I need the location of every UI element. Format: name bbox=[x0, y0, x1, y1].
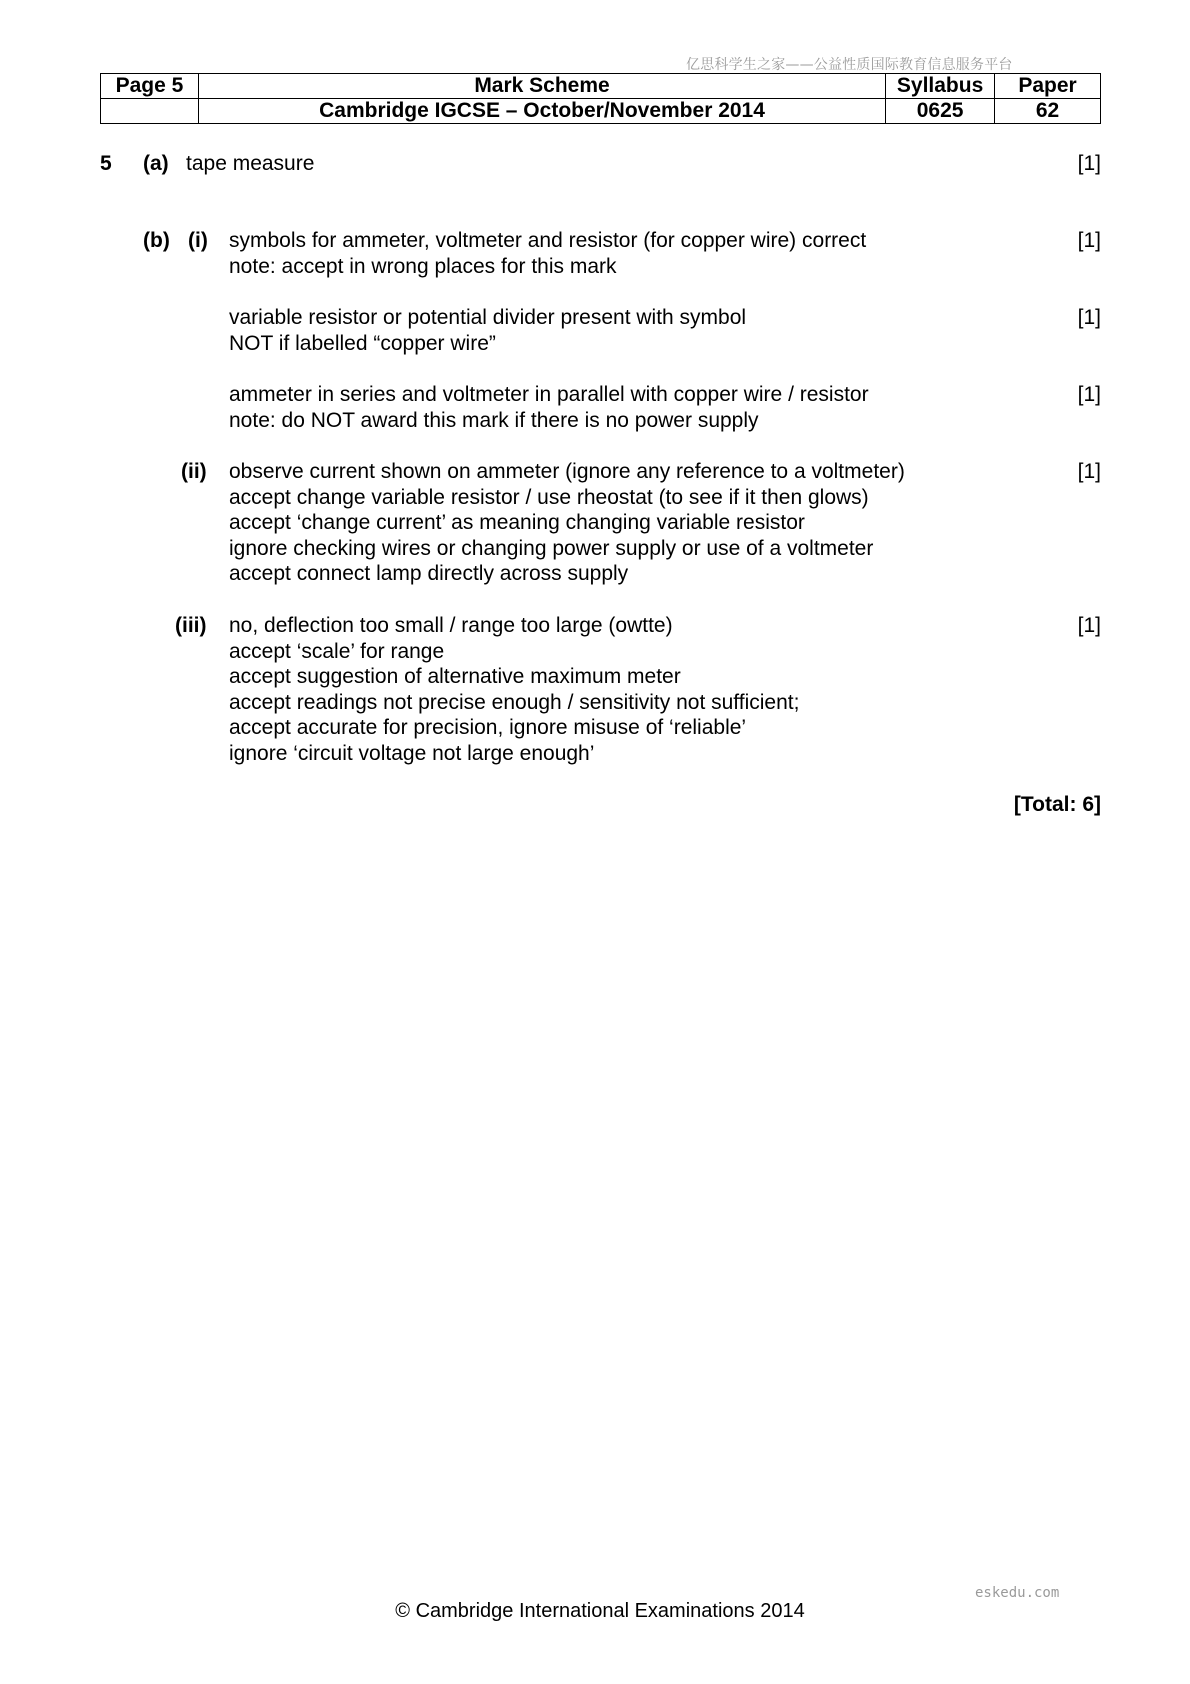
part-b-i-block-1: symbols for ammeter, voltmeter and resistor (for copper wire) correct note: accept in wrong places for this mark bbox=[229, 229, 867, 278]
part-b-label: (b) bbox=[143, 229, 170, 252]
part-b-i-block-3: ammeter in series and voltmeter in parallel with copper wire / resistor note: do NOT award this mark if there is no power supply bbox=[229, 383, 869, 432]
part-a-label: (a) bbox=[143, 152, 169, 175]
header-empty-cell bbox=[101, 99, 199, 124]
part-b-iii-answer: no, deflection too small / range too large (owtte) accept ‘scale’ for range accept suggestion of alternative maximum meter accept readings not precise enough / sensitivity not sufficient; accept accurate for precision, ignore misuse of ‘reliable’ ignore ‘circuit voltage not large enough’ bbox=[229, 614, 800, 765]
part-b-iii-mark: [1] bbox=[1077, 614, 1101, 637]
syllabus-code: 0625 bbox=[886, 99, 995, 124]
watermark-bottom: eskedu.com bbox=[975, 1585, 1060, 1601]
part-b-i-block-2: variable resistor or potential divider present with symbol NOT if labelled “copper wire” bbox=[229, 306, 747, 355]
part-b-i-mark-3: [1] bbox=[1077, 383, 1101, 406]
question-number: 5 bbox=[100, 152, 112, 175]
part-b-ii-mark: [1] bbox=[1077, 460, 1101, 483]
part-b-i-label: (i) bbox=[188, 229, 208, 252]
total-marks: [Total: 6] bbox=[1013, 793, 1101, 816]
part-a-mark: [1] bbox=[1077, 152, 1101, 175]
copyright-footer: © Cambridge International Examinations 2014 bbox=[395, 1600, 805, 1622]
exam-title: Cambridge IGCSE – October/November 2014 bbox=[198, 99, 885, 124]
paper-number: 62 bbox=[995, 99, 1101, 124]
document-title: Mark Scheme bbox=[198, 74, 885, 99]
part-a-answer: tape measure bbox=[186, 152, 315, 175]
part-b-i-mark-2: [1] bbox=[1077, 306, 1101, 329]
syllabus-label: Syllabus bbox=[886, 74, 995, 99]
watermark-top: 亿思科学生之家——公益性质国际教育信息服务平台 bbox=[686, 57, 1013, 73]
paper-label: Paper bbox=[995, 74, 1101, 99]
part-b-ii-label: (ii) bbox=[181, 460, 207, 483]
header-table bbox=[100, 73, 1101, 124]
part-b-ii-answer: observe current shown on ammeter (ignore any reference to a voltmeter) accept change variable resistor / use rheostat (to see if it then glows) accept ‘change current’ as meaning changing variable resistor ignore checking wires or changing power supply or use of a voltmeter accept connect lamp directly across supply bbox=[229, 460, 905, 585]
page-number: Page 5 bbox=[101, 74, 199, 99]
part-b-iii-label: (iii) bbox=[175, 614, 207, 637]
part-b-i-mark-1: [1] bbox=[1077, 229, 1101, 252]
